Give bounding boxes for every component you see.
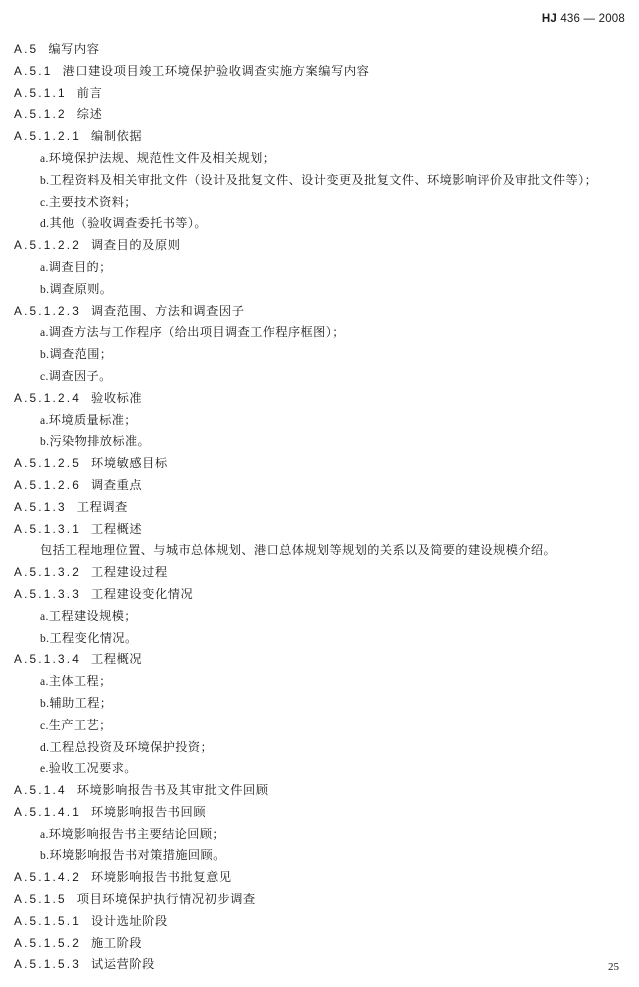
list-marker: c. xyxy=(40,196,49,209)
section-title: 项目环境保护执行情况初步调查 xyxy=(76,892,256,907)
list-item xyxy=(14,431,632,453)
section-heading xyxy=(14,83,632,105)
list-item-text: 调查因子。 xyxy=(48,368,112,383)
section-title: 施工阶段 xyxy=(91,935,143,950)
section-number: A.5.1.2.4 xyxy=(14,390,82,405)
list-marker: b. xyxy=(40,632,50,645)
list-item-text: 主要技术资料； xyxy=(48,194,137,209)
list-marker: a. xyxy=(40,676,49,689)
list-marker: a. xyxy=(40,610,49,623)
list-item xyxy=(14,824,632,846)
section-number: A.5 xyxy=(14,42,39,56)
section-number: A.5.1.4 xyxy=(14,783,67,798)
list-marker: d. xyxy=(40,741,50,754)
section-heading xyxy=(14,61,632,83)
section-number: A.5.1.5.3 xyxy=(14,957,82,972)
section-number: A.5.1.2 xyxy=(14,107,67,122)
section-heading xyxy=(14,867,632,889)
section-title: 工程建设过程 xyxy=(91,565,168,580)
list-item xyxy=(14,322,632,344)
list-item-text: 其他（验收调查委托书等）。 xyxy=(49,216,207,231)
section-heading xyxy=(14,802,632,824)
section-heading xyxy=(14,933,632,955)
section-number: A.5.1.5 xyxy=(14,892,67,907)
list-item xyxy=(14,213,632,235)
section-heading xyxy=(14,104,632,126)
list-item-text: 环境影响报告书对策措施回顾。 xyxy=(49,848,226,863)
list-item-text: 环境影响报告书主要结论回顾； xyxy=(48,826,226,841)
list-item xyxy=(14,671,632,693)
section-heading xyxy=(14,388,632,410)
list-item-text: 工程建设规模； xyxy=(48,608,137,623)
list-marker: a. xyxy=(40,152,49,165)
section-number: A.5.1.3.4 xyxy=(14,652,82,667)
list-marker: b. xyxy=(40,349,50,362)
section-heading xyxy=(14,584,632,606)
list-marker: b. xyxy=(40,850,50,863)
list-item-text: 环境质量标准； xyxy=(48,412,137,427)
section-title: 综述 xyxy=(76,107,103,122)
section-heading xyxy=(14,954,632,976)
section-heading xyxy=(14,889,632,911)
list-marker: b. xyxy=(40,283,50,296)
list-item xyxy=(14,845,632,867)
section-heading xyxy=(14,475,632,497)
section-title: 验收标准 xyxy=(91,390,143,405)
section-title: 调查重点 xyxy=(91,477,143,492)
list-item xyxy=(14,257,632,279)
section-title: 工程建设变化情况 xyxy=(91,586,194,601)
section-title: 环境敏感目标 xyxy=(91,456,168,471)
section-number: A.5.1 xyxy=(14,63,53,78)
section-number: A.5.1.2.1 xyxy=(14,129,82,144)
section-heading xyxy=(14,235,632,257)
list-marker: a. xyxy=(40,261,49,274)
document-body xyxy=(14,39,632,976)
list-item xyxy=(14,148,632,170)
section-title: 编写内容 xyxy=(48,42,100,56)
list-item xyxy=(14,344,632,366)
list-item-text: 污染物排放标准。 xyxy=(49,434,151,449)
section-title: 试运营阶段 xyxy=(91,957,155,972)
list-item xyxy=(14,737,632,759)
list-item xyxy=(14,279,632,301)
list-marker: c. xyxy=(40,719,49,732)
list-marker: b. xyxy=(40,436,50,449)
list-marker: e. xyxy=(40,763,49,776)
paragraph xyxy=(14,540,632,562)
section-title: 环境影响报告书及其审批文件回顾 xyxy=(76,783,269,798)
list-item xyxy=(14,366,632,388)
section-title: 设计选址阶段 xyxy=(91,913,168,928)
list-marker: d. xyxy=(40,218,50,231)
section-heading xyxy=(14,126,632,148)
list-item xyxy=(14,628,632,650)
section-number: A.5.1.3.3 xyxy=(14,586,82,601)
section-title: 工程概况 xyxy=(91,652,143,667)
section-number: A.5.1.1 xyxy=(14,85,67,100)
section-number: A.5.1.2.5 xyxy=(14,456,82,471)
list-item-text: 环境保护法规、规范性文件及相关规划； xyxy=(48,150,276,165)
section-title: 港口建设项目竣工环境保护验收调查实施方案编写内容 xyxy=(62,63,370,78)
list-item xyxy=(14,192,632,214)
section-title: 前言 xyxy=(76,85,103,100)
section-heading xyxy=(14,649,632,671)
list-item-text: 辅助工程； xyxy=(49,695,113,710)
standard-code: HJ xyxy=(541,13,557,25)
section-title: 调查范围、方法和调查因子 xyxy=(91,303,245,318)
section-title: 编制依据 xyxy=(91,129,143,144)
list-marker: a. xyxy=(40,828,49,841)
page-number: 25 xyxy=(608,961,619,973)
section-heading xyxy=(14,301,632,323)
section-heading xyxy=(14,519,632,541)
section-number: A.5.1.2.6 xyxy=(14,477,82,492)
list-item-text: 主体工程； xyxy=(48,674,112,689)
section-heading xyxy=(14,780,632,802)
paragraph-text: 包括工程地理位置、与城市总体规划、港口总体规划等规划的关系以及简要的建设规模介绍。 xyxy=(40,543,557,558)
section-number: A.5.1.4.1 xyxy=(14,804,82,819)
list-item-text: 工程总投资及环境保护投资； xyxy=(49,739,214,754)
list-marker: b. xyxy=(40,174,50,187)
section-number: A.5.1.5.1 xyxy=(14,913,82,928)
list-item xyxy=(14,758,632,780)
list-item-text: 生产工艺； xyxy=(48,717,112,732)
section-title: 环境影响报告书批复意见 xyxy=(91,870,232,885)
list-marker: b. xyxy=(40,697,50,710)
list-marker: c. xyxy=(40,370,49,383)
section-heading xyxy=(14,562,632,584)
section-number: A.5.1.4.2 xyxy=(14,870,82,885)
section-heading xyxy=(14,911,632,933)
section-number: A.5.1.3.1 xyxy=(14,521,82,536)
list-item-text: 调查原则。 xyxy=(49,281,113,296)
list-item-text: 验收工况要求。 xyxy=(48,761,137,776)
section-title: 调查目的及原则 xyxy=(91,238,181,253)
section-number: A.5.1.3.2 xyxy=(14,565,82,580)
section-number: A.5.1.3 xyxy=(14,499,67,514)
page-header xyxy=(542,13,625,25)
list-item-text: 调查目的； xyxy=(48,259,112,274)
list-item-text: 工程变化情况。 xyxy=(49,630,138,645)
section-heading xyxy=(14,39,632,61)
list-item xyxy=(14,410,632,432)
section-number: A.5.1.5.2 xyxy=(14,935,82,950)
section-number: A.5.1.2.3 xyxy=(14,303,82,318)
list-marker: a. xyxy=(40,414,49,427)
list-item xyxy=(14,170,632,192)
section-number: A.5.1.2.2 xyxy=(14,238,82,253)
list-item xyxy=(14,693,632,715)
section-heading xyxy=(14,453,632,475)
list-item xyxy=(14,606,632,628)
list-item-text: 调查方法与工作程序（给出项目调查工作程序框图）； xyxy=(48,325,345,340)
section-title: 工程概述 xyxy=(91,521,143,536)
section-title: 环境影响报告书回顾 xyxy=(91,804,207,819)
section-heading xyxy=(14,497,632,519)
standard-number: 436 — 2008 xyxy=(560,13,625,25)
list-item-text: 工程资料及相关审批文件（设计及批复文件、设计变更及批复文件、环境影响评价及审批文件等）； xyxy=(49,172,598,187)
list-item-text: 调查范围； xyxy=(49,347,113,362)
section-title: 工程调查 xyxy=(76,499,128,514)
list-marker: a. xyxy=(40,327,49,340)
list-item xyxy=(14,715,632,737)
